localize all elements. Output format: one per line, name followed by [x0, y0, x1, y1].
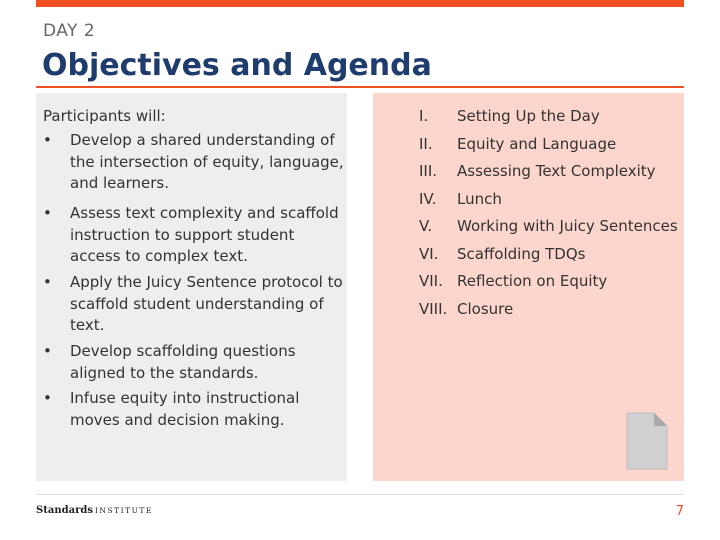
objectives-intro: Participants will:: [43, 107, 166, 125]
objective-text: Infuse equity into instructional moves and decision making.: [70, 389, 300, 429]
standards-institute-logo: [36, 505, 153, 516]
page-number: 7: [675, 504, 684, 519]
agenda-number: VIII.: [419, 299, 448, 318]
logo-secondary-text: INSTITUTE: [94, 506, 153, 515]
logo-primary-text: Standards: [36, 505, 93, 516]
agenda-item: [419, 105, 689, 127]
bullet-icon: •: [43, 273, 52, 291]
document-icon: [624, 411, 670, 471]
objective-text: Develop scaffolding questions aligned to the standards.: [70, 342, 296, 382]
agenda-number: VII.: [419, 272, 443, 290]
agenda-item: [419, 243, 689, 265]
agenda-label: Reflection on Equity: [457, 272, 608, 290]
objective-text: Develop a shared understanding of the intersection of equity, language, and learners.: [70, 131, 344, 192]
agenda-number: V.: [419, 217, 433, 235]
bullet-icon: •: [43, 131, 52, 149]
agenda-label: Closure: [457, 299, 514, 318]
agenda-item: [419, 298, 689, 320]
objective-text: Apply the Juicy Sentence protocol to scaffold student understanding of text.: [70, 273, 343, 334]
bullet-icon: •: [43, 204, 52, 222]
agenda-label: Lunch: [457, 189, 502, 208]
agenda-item: [419, 188, 689, 210]
agenda-number: IV.: [419, 189, 437, 208]
agenda-item: [419, 270, 689, 292]
agenda-item: [419, 160, 689, 182]
agenda-label: Working with Juicy Sentences: [457, 217, 678, 235]
agenda-number: VI.: [419, 244, 439, 263]
agenda-number: III.: [419, 162, 438, 180]
page-title: Objectives and Agenda: [42, 48, 432, 83]
agenda-number: I.: [419, 107, 429, 125]
objective-text: Assess text complexity and scaffold instruction to support student access to complex text.: [70, 204, 339, 265]
agenda-item: [419, 215, 689, 237]
agenda-label: Assessing Text Complexity: [457, 162, 656, 180]
agenda-number: II.: [419, 134, 433, 153]
agenda-label: Scaffolding TDQs: [457, 244, 586, 263]
agenda-label: Setting Up the Day: [457, 107, 600, 125]
agenda-item: [419, 133, 689, 155]
top-accent-bar: [36, 0, 684, 7]
day-label: DAY 2: [43, 21, 96, 41]
title-divider: [36, 86, 684, 88]
footer-divider: [36, 494, 684, 495]
agenda-label: Equity and Language: [457, 134, 617, 153]
bullet-icon: •: [43, 389, 52, 407]
bullet-icon: •: [43, 342, 52, 360]
